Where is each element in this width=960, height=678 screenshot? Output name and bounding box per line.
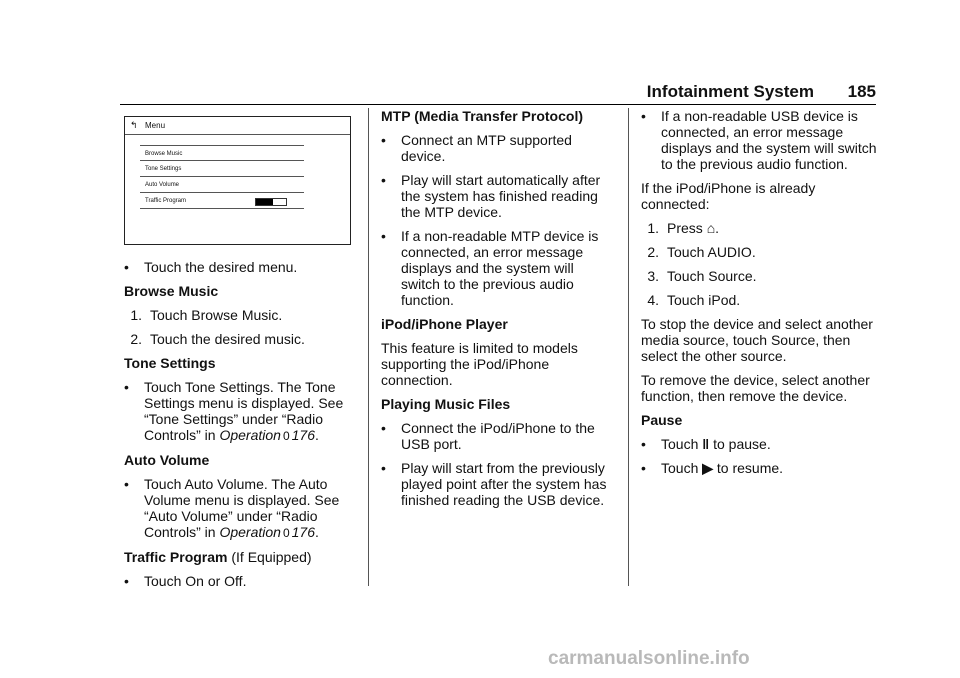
bullet-item: • Connect an MTP supported device. xyxy=(381,132,572,164)
traffic-program-toggle xyxy=(255,198,287,206)
home-icon: ⌂ xyxy=(706,220,716,236)
screenshot-title: Menu xyxy=(145,121,166,130)
bullet-item: • Touch ‖ to pause. xyxy=(641,436,771,452)
column-1 xyxy=(124,108,354,597)
bullet-item: • Touch Auto Volume. The Auto Volume menu is displayed. See “Auto Volume” under “Radio Controls” in Operation 0 176. xyxy=(124,476,340,540)
play-icon: ▶ xyxy=(702,460,714,476)
bullet-item: • Play will start automatically after the system has finished reading the MTP device. xyxy=(381,172,601,220)
column-divider-1 xyxy=(368,108,369,586)
heading-auto-volume: Auto Volume xyxy=(124,452,210,468)
heading-playing-music-files: Playing Music Files xyxy=(381,396,511,412)
reference-page[interactable]: 176 xyxy=(291,427,315,443)
bullet-item: • Touch Tone Settings. The Tone Settings menu is displayed. See “Tone Settings” under “Radio Controls” in Operation 0 176. xyxy=(124,379,344,443)
heading-traffic-program: Traffic Program (If Equipped) xyxy=(124,549,312,565)
toggle-fill xyxy=(256,199,273,205)
paragraph: To remove the device, select another function, then remove the device. xyxy=(641,372,870,404)
page-number: 185 xyxy=(847,82,876,101)
menu-row-auto-volume: Auto Volume xyxy=(140,177,304,193)
bullet-item: • Connect the iPod/iPhone to the USB port. xyxy=(381,420,595,452)
heading-tone-settings: Tone Settings xyxy=(124,355,216,371)
reference-link[interactable]: Operation xyxy=(219,524,281,540)
paragraph: To stop the device and select another media source, touch Source, then select the other source. xyxy=(641,316,873,364)
reference-arrow-icon: 0 xyxy=(282,429,290,443)
page-header xyxy=(120,82,876,105)
step-item: 2. Touch AUDIO. xyxy=(647,244,756,260)
screenshot-menu-list xyxy=(140,145,304,209)
reference-arrow-icon: 0 xyxy=(282,526,290,540)
reference-link[interactable]: Operation xyxy=(219,427,281,443)
back-arrow-icon: ↰ xyxy=(130,120,138,130)
reference-page[interactable]: 176 xyxy=(291,524,315,540)
menu-row-traffic-program: Traffic Program xyxy=(140,193,304,209)
pause-icon: ‖ xyxy=(702,436,710,452)
watermark: carmanualsonline.info xyxy=(548,648,750,669)
heading-ipod-player: iPod/iPhone Player xyxy=(381,316,508,332)
paragraph: This feature is limited to models supporting the iPod/iPhone connection. xyxy=(381,340,578,388)
step-item: 1. Press ⌂. xyxy=(647,220,720,236)
bullet-item: • Touch ▶ to resume. xyxy=(641,460,784,476)
menu-row-browse-music: Browse Music xyxy=(140,145,304,161)
bullet-item: • If a non-readable USB device is connected, an error message displays and the system will switch to the previous audio function. xyxy=(641,108,877,172)
column-3 xyxy=(641,108,877,484)
column-divider-2 xyxy=(628,108,629,586)
step-item: 2. Touch the desired music. xyxy=(130,331,305,347)
heading-mtp: MTP (Media Transfer Protocol) xyxy=(381,108,583,124)
menu-screenshot xyxy=(124,116,351,245)
screenshot-title-bar xyxy=(125,117,350,135)
paragraph: If the iPod/iPhone is already connected: xyxy=(641,180,816,212)
column-2 xyxy=(381,108,615,516)
step-item: 3. Touch Source. xyxy=(647,268,757,284)
bullet-item: • Touch On or Off. xyxy=(124,573,247,589)
step-item: 4. Touch iPod. xyxy=(647,292,741,308)
heading-pause: Pause xyxy=(641,412,683,428)
menu-row-tone-settings: Tone Settings xyxy=(140,161,304,177)
bullet-item: • If a non-readable MTP device is connected, an error message displays and the system will switch to the previous audio function. xyxy=(381,228,599,308)
step-item: 1. Touch Browse Music. xyxy=(130,307,283,323)
bullet-item: • Touch the desired menu. xyxy=(124,259,298,275)
bullet-item: • Play will start from the previously played point after the system has finished reading the USB device. xyxy=(381,460,607,508)
section-title: Infotainment System xyxy=(646,82,814,101)
heading-browse-music: Browse Music xyxy=(124,283,219,299)
